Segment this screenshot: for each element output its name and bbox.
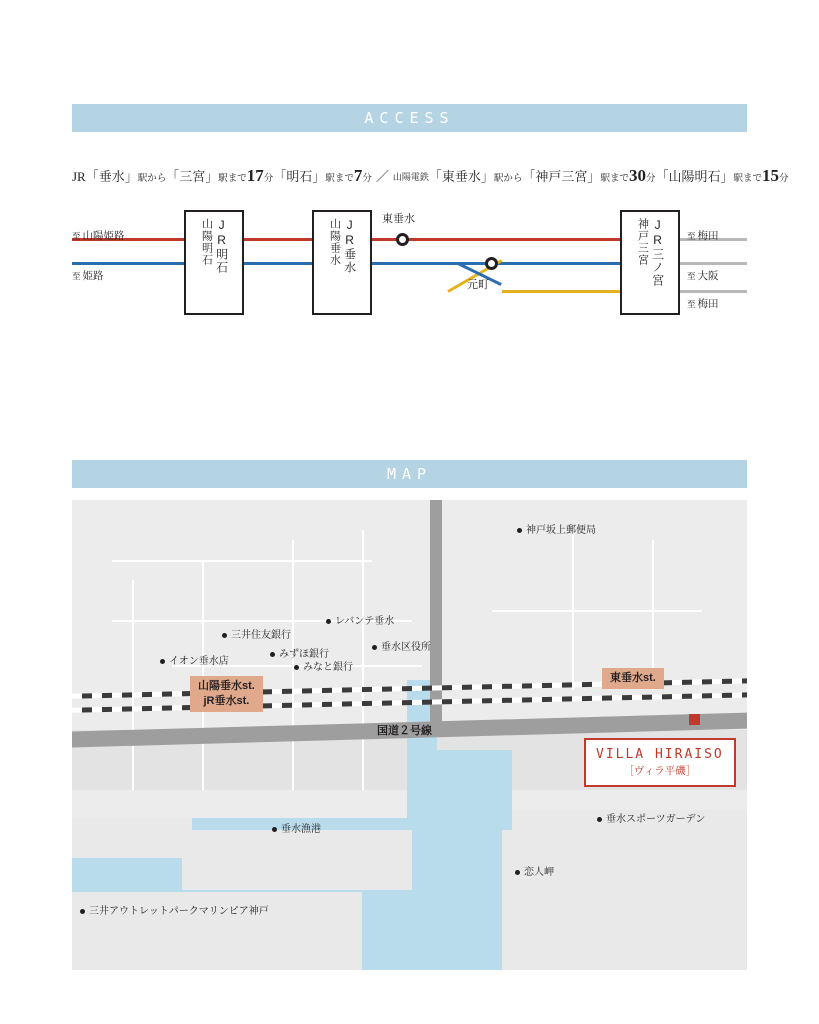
property-marker	[689, 714, 700, 725]
road-h4	[112, 560, 372, 562]
poi-koibito-misaki	[515, 863, 554, 878]
road-h3	[492, 610, 702, 612]
road-label-route-2: 国道２号線	[377, 725, 432, 737]
rail-route-diagram	[72, 200, 747, 330]
poi-label-5: イオン垂水店	[169, 656, 229, 667]
road-v4	[362, 530, 364, 790]
route-part-tarumi: 「垂水」	[85, 169, 138, 184]
station-akashi-sanyo: 山陽明石	[200, 218, 213, 266]
route-part-to4: 駅まで	[733, 174, 762, 184]
station-label-higashitarumi: 東垂水	[382, 213, 415, 225]
poi-aeon-tarumi	[160, 652, 229, 667]
route-separator: ／	[375, 169, 389, 184]
poi-dot-icon	[272, 827, 277, 832]
rail-line-yellow	[502, 290, 620, 293]
poi-label-4: みずほ銀行	[279, 649, 329, 660]
route-part-akashi: 「明石」	[273, 169, 326, 184]
land-sw-2	[182, 830, 412, 890]
route-part-to3: 駅まで	[600, 174, 629, 184]
edge-label-sanyo-himeji	[72, 228, 125, 243]
access-route-description	[72, 166, 789, 186]
edge-prefix-5: 至	[687, 299, 696, 309]
station-tag-higashitarumi[interactable]	[602, 668, 664, 689]
edge-name-1: 山陽姫路	[82, 230, 125, 242]
map-section-header	[72, 460, 747, 488]
station-box-akashi	[184, 210, 244, 315]
edge-label-himeji	[72, 268, 104, 283]
property-callout[interactable]	[584, 738, 736, 787]
station-circle-higashitarumi	[396, 233, 409, 246]
poi-mitsui-sumitomo-bank	[222, 626, 291, 641]
station-tag-higashitarumi-line1: 東垂水st.	[610, 672, 656, 684]
poi-label-0: 神戸坂上郵便局	[526, 525, 596, 536]
rail-line-red-mid2	[372, 238, 620, 241]
station-akashi-jr: JR明石	[214, 218, 229, 274]
edge-label-umeda-bottom	[687, 296, 719, 311]
route-part-higashitarumi: 「東垂水」	[428, 169, 494, 184]
poi-minato-bank	[294, 658, 353, 673]
poi-label-3: 垂水区役所	[381, 642, 431, 653]
route-part-from2: 駅から	[493, 174, 523, 184]
poi-dot-icon	[80, 909, 85, 914]
route-part-from: 駅から	[137, 174, 167, 184]
station-tag-tarumi-line1: 山陽垂水st.	[198, 680, 255, 692]
edge-name-5: 梅田	[697, 298, 719, 310]
land-se	[502, 810, 747, 970]
edge-prefix-2: 至	[72, 271, 81, 281]
station-box-sannomiya	[620, 210, 680, 315]
route-part-jr: JR	[72, 169, 86, 184]
water-inlet	[432, 750, 512, 830]
route-part-kobesannomiya: 「神戸三宮」	[522, 169, 601, 184]
poi-mitsui-outlet-marinepia	[80, 902, 269, 917]
route-part-sannomiya: 「三宮」	[166, 169, 219, 184]
poi-kobesakaue-post	[517, 521, 596, 536]
land-sw-1	[72, 818, 192, 858]
road-v2	[202, 560, 204, 790]
station-tarumi-jr: JR垂水	[342, 218, 357, 274]
station-sannomiya-kobe: 神戸三宮	[636, 218, 649, 266]
property-name-en: VILLA HIRAISO	[596, 747, 724, 762]
edge-prefix-1: 至	[72, 231, 81, 241]
route-min1: 分	[263, 174, 274, 184]
poi-label-10: 三井アウトレットパークマリンピア神戸	[89, 906, 269, 917]
property-name-jp: ［ヴィラ平磯］	[623, 765, 697, 778]
edge-name-4: 大阪	[697, 270, 719, 282]
poi-dot-icon	[270, 652, 275, 657]
edge-prefix-4: 至	[687, 271, 696, 281]
station-tag-tarumi-line2: jR垂水st.	[203, 694, 250, 707]
poi-levante-tarumi	[326, 612, 394, 627]
poi-label-8: 垂水スポーツガーデン	[606, 814, 706, 825]
map-title: MAP	[386, 465, 433, 483]
access-section-header	[72, 104, 747, 132]
route-time-15: 15	[762, 166, 779, 185]
station-circle-motomachi	[485, 257, 498, 270]
route-part-to2: 駅まで	[325, 174, 354, 184]
poi-tarumi-fishing-port	[272, 820, 321, 835]
poi-dot-icon	[372, 645, 377, 650]
station-label-motomachi: 元町	[467, 279, 489, 291]
rail-line-blue-left	[72, 262, 184, 265]
road-v1	[132, 580, 134, 790]
station-tag-tarumi[interactable]	[190, 676, 263, 712]
edge-label-umeda-top	[687, 228, 719, 243]
station-box-tarumi	[312, 210, 372, 315]
poi-label-1: レバンテ垂水	[335, 616, 395, 627]
station-tarumi-sanyo: 山陽垂水	[328, 218, 341, 266]
poi-dot-icon	[515, 870, 520, 875]
route-time-17: 17	[246, 166, 264, 185]
poi-dot-icon	[222, 633, 227, 638]
poi-dot-icon	[326, 619, 331, 624]
poi-label-9: 恋人岬	[524, 867, 554, 878]
edge-label-osaka	[687, 268, 719, 283]
poi-dot-icon	[160, 659, 165, 664]
poi-label-7: 垂水漁港	[281, 824, 321, 835]
poi-tarumi-sports-garden	[597, 810, 705, 825]
area-map[interactable]	[72, 500, 747, 970]
road-major-vertical	[430, 500, 442, 728]
route-min3: 分	[645, 174, 656, 184]
route-time-30: 30	[628, 166, 646, 185]
edge-name-3: 梅田	[697, 230, 719, 242]
route-min4: 分	[779, 174, 789, 184]
route-time-7: 7	[353, 166, 363, 185]
poi-dot-icon	[597, 817, 602, 822]
route-min2: 分	[362, 174, 372, 184]
access-title: ACCESS	[364, 109, 455, 127]
edge-name-2: 姫路	[82, 270, 104, 282]
route-part-sanyoakashi: 「山陽明石」	[655, 169, 734, 184]
poi-label-6: みなと銀行	[303, 662, 353, 673]
poi-dot-icon	[294, 665, 299, 670]
poi-dot-icon	[517, 528, 522, 533]
station-sannomiya-jr: JR三ノ宮	[650, 218, 665, 287]
route-part-to1: 駅まで	[218, 174, 247, 184]
sanyo-railway-icon: 山陽電鉄	[392, 172, 429, 182]
edge-prefix-3: 至	[687, 231, 696, 241]
poi-tarumi-ward-office	[372, 638, 431, 653]
poi-label-2: 三井住友銀行	[231, 630, 291, 641]
